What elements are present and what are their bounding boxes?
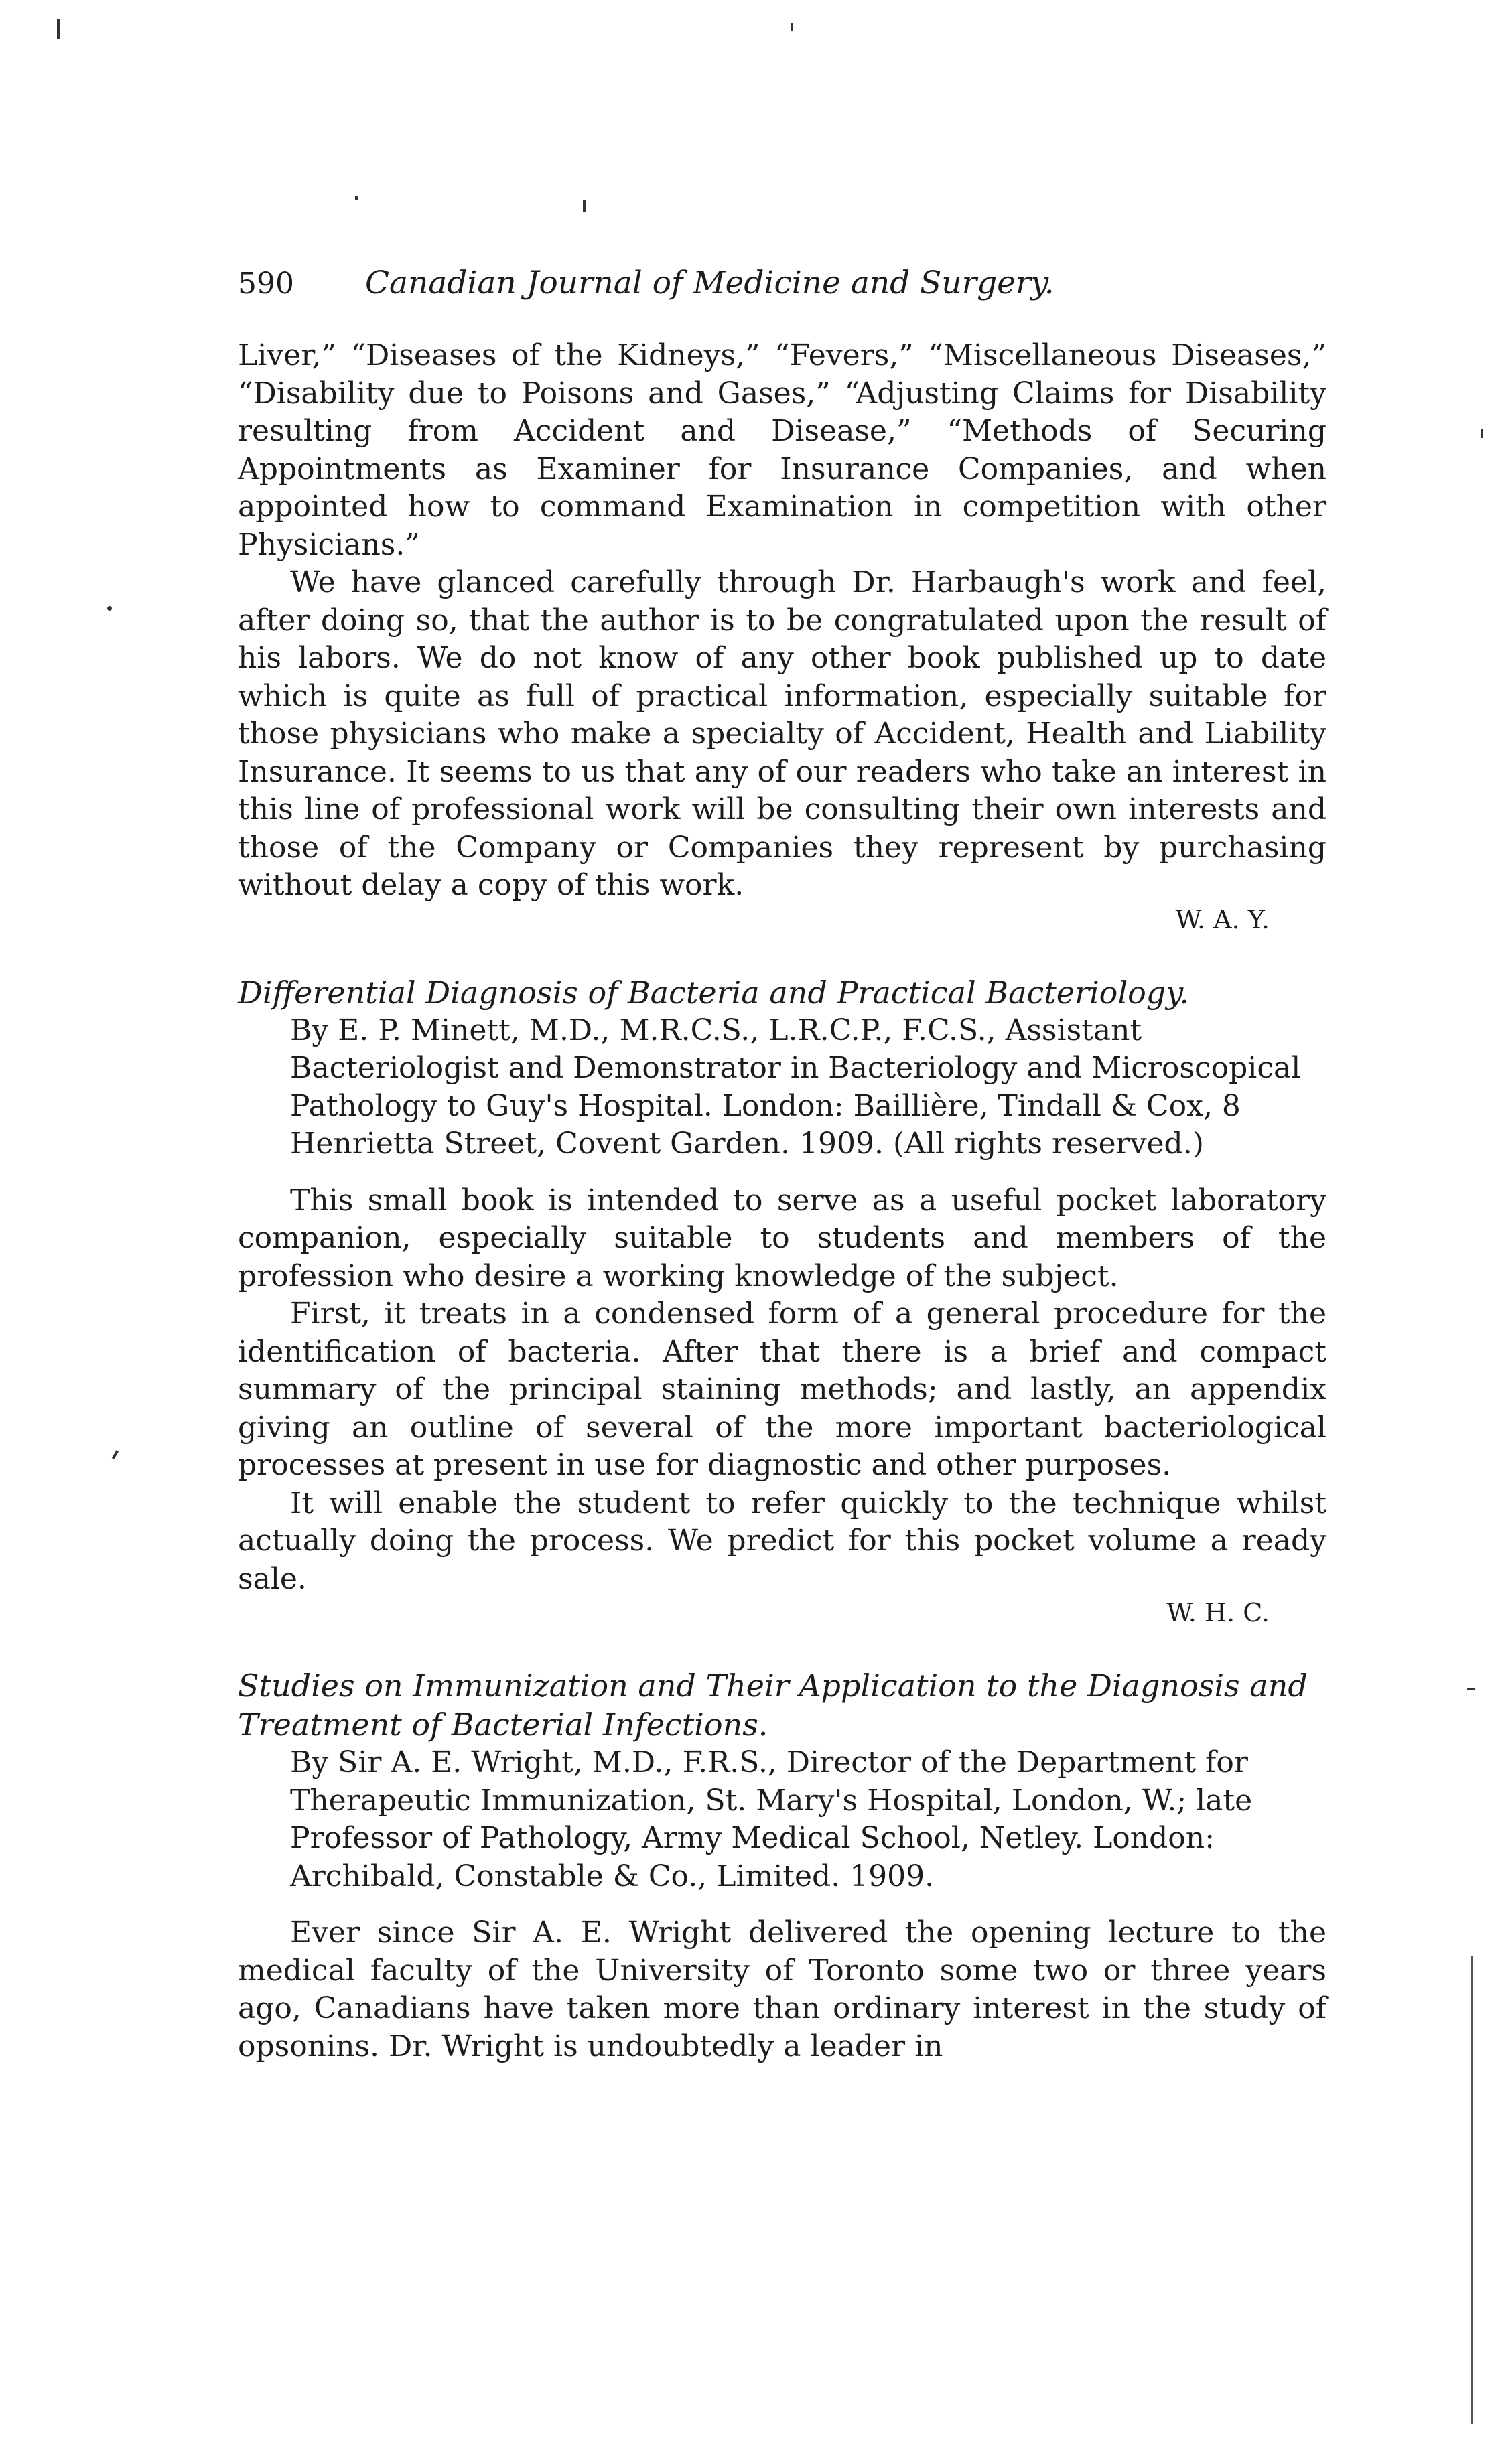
scan-speck [57, 19, 60, 39]
review-paragraph: We have glanced carefully through Dr. Harbaugh's work and feel, after doing so, that the author is to be congratulated upon the result of his labors. We do not know of any other book published up to date which is quite as full of practical information, especially suitable for those physicians who make a specialty of Accident, Health and Liability Insurance. It seems to us that any of our readers who take an interest in this line of professional work will be consulting their own interests and those of the Company or Companies they represent by purchasing without delay a copy of this work. [238, 565, 1326, 902]
review-heading [238, 1666, 1326, 1895]
signature-line [238, 905, 1326, 934]
scan-speck [791, 23, 793, 31]
reviewer-signature: W. A. Y. [1175, 904, 1270, 934]
review-minett [238, 973, 1326, 1628]
scan-speck [355, 196, 358, 200]
scan-speck [1471, 1956, 1473, 2424]
review-harbaugh [238, 337, 1326, 934]
scan-speck [583, 200, 586, 212]
review-paragraph: First, it treats in a condensed form of a general procedure for the identification of bacteria. After that there is a brief and compact summary of the principal staining methods; and lastly, an appendix giving an outline of several of the more important bacteriological processes at present in use for diagnostic and other purposes. [238, 1297, 1326, 1482]
page [238, 265, 1326, 2066]
scan-speck [1467, 1688, 1475, 1690]
review-heading [238, 973, 1326, 1163]
book-title: Studies on Immunization and Their Application to the Diagnosis and Treatment of Bacterial Infections. [238, 1668, 1308, 1743]
review-wright [238, 1666, 1326, 2066]
book-title: Differential Diagnosis of Bacteria and Practical Bacteriology. [238, 974, 1189, 1011]
review-paragraph: It will enable the student to refer quickly to the technique whilst actually doing the process. We predict for this pocket volume a ready sale. [238, 1485, 1326, 1596]
scan-speck [1481, 429, 1483, 438]
running-title: Canadian Journal of Medicine and Surgery. [365, 265, 1054, 301]
review-paragraph: Ever since Sir A. E. Wright delivered the opening lecture to the medical faculty of the University of Toronto some two or three years ago, Canadians have taken more than ordinary interest in the study of opsonins. Dr. Wright is undoubtedly a leader in [238, 1915, 1326, 2063]
page-number: 590 [238, 267, 294, 301]
review-paragraph: Liver,” “Diseases of the Kidneys,” “Fevers,” “Miscellaneous Diseases,” “Disability due to Poisons and Gases,” “Adjusting Claims for Disability resulting from Accident and Disease,” “Methods of Securing Appointments as Examiner for Insurance Companies, and when appointed how to command Examination in competition with other Physicians.” [238, 338, 1326, 562]
book-byline: By E. P. Minett, M.D., M.R.C.S., L.R.C.P., F.C.S., Assistant Bacteriologist and Demonstrator in Bacteriology and Microscopical Pathology to Guy's Hospital. London: Baillière, Tindall & Cox, 8 Henrietta Street, Covent Garden. 1909. (All rights reserved.) [290, 1013, 1301, 1161]
scan-speck [112, 1450, 119, 1459]
reviewer-signature: W. H. C. [1166, 1598, 1270, 1627]
scan-speck [107, 606, 112, 611]
book-byline: By Sir A. E. Wright, M.D., F.R.S., Director of the Department for Therapeutic Immunization, St. Mary's Hospital, London, W.; late Professor of Pathology, Army Medical School, Netley. London: Archibald, Constable & Co., Limited. 1909. [290, 1745, 1253, 1893]
review-paragraph: This small book is intended to serve as a useful pocket laboratory companion, especially suitable to students and members of the profession who desire a working knowledge of the subject. [238, 1183, 1326, 1293]
signature-line [238, 1598, 1326, 1627]
page-header [238, 265, 1326, 311]
